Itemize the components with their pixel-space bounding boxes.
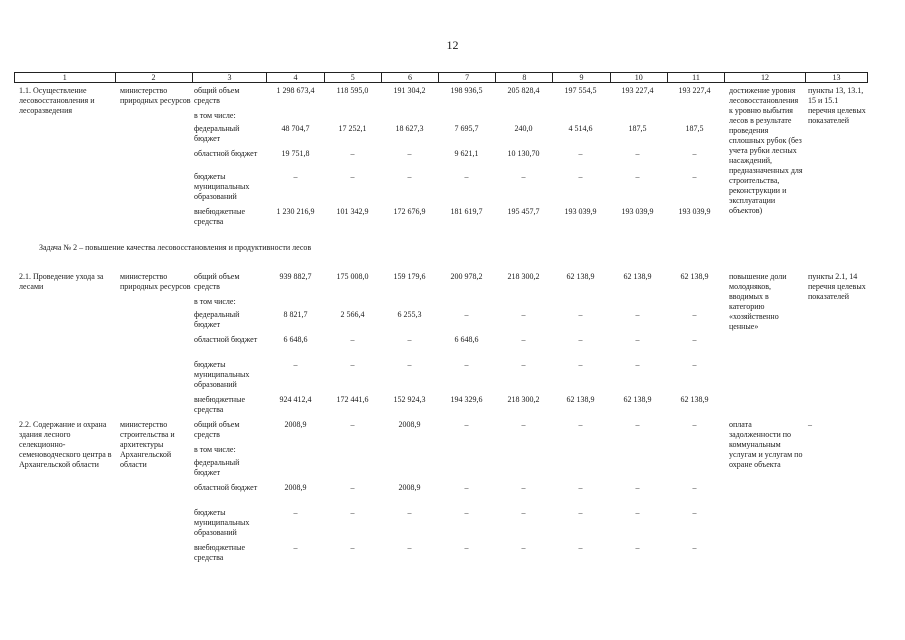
funding-value (381, 458, 438, 483)
funding-value: 62 138,9 (680, 272, 709, 281)
funding-value: 194 329,6 (450, 395, 483, 404)
column-header: 10 (611, 73, 668, 82)
funding-value: 4 514,6 (568, 124, 593, 133)
funding-value (609, 445, 666, 458)
funding-value: 172 676,9 (393, 207, 426, 216)
page-number: 12 (446, 38, 459, 52)
funding-value: – (464, 420, 469, 429)
funding-value: 62 138,9 (623, 272, 652, 281)
funding-value (324, 445, 381, 458)
funding-value: – (350, 483, 355, 492)
funding-value: 2008,9 (398, 483, 421, 492)
funding-value: 9 621,1 (454, 149, 479, 158)
funding-source-label: федеральный бюджет (194, 310, 240, 329)
funding-value: – (521, 360, 526, 369)
funding-value: – (635, 508, 640, 517)
funding-value: 6 255,3 (397, 310, 422, 319)
funding-value: 193 039,9 (678, 207, 711, 216)
funding-source-label: общий объем средств (194, 420, 240, 439)
column-header: 3 (193, 73, 268, 82)
funding-value: 8 821,7 (283, 310, 308, 319)
funding-value: – (578, 360, 583, 369)
funding-value (438, 111, 495, 124)
activity-block (14, 420, 868, 568)
funding-source-label: в том числе: (194, 111, 236, 120)
responsible-executor: министерство природных ресурсов (120, 272, 191, 291)
funding-value: – (692, 172, 697, 181)
funding-value: – (464, 310, 469, 319)
funding-value: 18 627,3 (395, 124, 424, 133)
table-row (192, 86, 723, 111)
funding-value (552, 297, 609, 310)
funding-value: – (350, 420, 355, 429)
funding-value: – (464, 508, 469, 517)
column-header: 5 (325, 73, 382, 82)
funding-source-label: внебюджетные средства (194, 543, 245, 562)
target-indicator-ref: пункты 13, 13.1, 15 и 15.1 перечня целевых показателей (808, 86, 866, 125)
funding-value (552, 445, 609, 458)
funding-value: 191 304,2 (393, 86, 426, 95)
funding-value: – (692, 360, 697, 369)
table-row (192, 124, 723, 149)
funding-value: 62 138,9 (680, 395, 709, 404)
funding-value (438, 458, 495, 483)
funding-value: 187,5 (685, 124, 704, 133)
funding-value: – (635, 149, 640, 158)
funding-value: – (521, 335, 526, 344)
funding-value: 240,0 (514, 124, 533, 133)
expected-result: оплата задолженности по коммунальным услугам и услугам по охране объекта (729, 420, 803, 469)
funding-value (609, 297, 666, 310)
table-row (192, 360, 723, 395)
funding-value: – (635, 172, 640, 181)
funding-value: – (407, 335, 412, 344)
funding-value: – (464, 543, 469, 552)
funding-value (495, 297, 552, 310)
funding-value: 62 138,9 (566, 395, 595, 404)
funding-value: – (464, 360, 469, 369)
funding-value: – (635, 310, 640, 319)
funding-value: – (692, 335, 697, 344)
funding-value: – (350, 508, 355, 517)
funding-source-label: бюджеты муниципальных образований (194, 172, 250, 201)
funding-value: – (635, 420, 640, 429)
funding-value (666, 458, 723, 483)
funding-value: – (407, 360, 412, 369)
funding-value: 62 138,9 (566, 272, 595, 281)
funding-rows (192, 272, 723, 420)
funding-value: 193 039,9 (621, 207, 654, 216)
funding-value: 2008,9 (398, 420, 421, 429)
funding-value (324, 297, 381, 310)
funding-source-label: в том числе: (194, 297, 236, 306)
funding-value: 6 648,6 (283, 335, 308, 344)
task-heading: Задача № 2 – повышение качества лесовосстановления и продуктивности лесов (39, 243, 312, 252)
funding-value: – (692, 310, 697, 319)
funding-value: – (692, 543, 697, 552)
funding-value: 19 751,8 (281, 149, 310, 158)
funding-value: – (407, 508, 412, 517)
funding-value: – (350, 335, 355, 344)
funding-value: 1 230 216,9 (276, 207, 315, 216)
funding-value (552, 458, 609, 483)
funding-value: 1 298 673,4 (276, 86, 315, 95)
funding-value: 2008,9 (284, 420, 307, 429)
funding-value (438, 297, 495, 310)
funding-value: 197 554,5 (564, 86, 597, 95)
funding-value (267, 445, 324, 458)
funding-value: – (293, 508, 298, 517)
funding-value: 195 457,7 (507, 207, 540, 216)
responsible-executor: министерство строительства и архитектуры Архангельской области (120, 420, 175, 469)
program-table (14, 72, 868, 568)
funding-value: 200 978,2 (450, 272, 483, 281)
column-header: 1 (15, 73, 116, 82)
funding-value: – (521, 483, 526, 492)
funding-source-label: федеральный бюджет (194, 458, 240, 477)
funding-source-label: федеральный бюджет (194, 124, 240, 143)
activity-title: 2.1. Проведение ухода за лесами (19, 272, 104, 291)
funding-value (324, 111, 381, 124)
funding-value: – (521, 172, 526, 181)
table-row (192, 458, 723, 483)
funding-value: – (407, 543, 412, 552)
funding-source-label: бюджеты муниципальных образований (194, 360, 250, 389)
target-indicator-ref: пункты 2.1, 14 перечня целевых показателей (808, 272, 866, 301)
activity-block (14, 86, 868, 232)
table-row (192, 395, 723, 420)
funding-value: 175 008,0 (336, 272, 369, 281)
funding-value: – (521, 420, 526, 429)
table-row (192, 272, 723, 297)
column-header: 6 (382, 73, 439, 82)
funding-value (267, 297, 324, 310)
funding-value: – (578, 543, 583, 552)
funding-value: – (578, 172, 583, 181)
target-indicator-ref: – (808, 420, 812, 429)
funding-value (495, 458, 552, 483)
funding-value: – (293, 543, 298, 552)
funding-value: – (635, 335, 640, 344)
table-row (192, 445, 723, 458)
funding-value: 172 441,6 (336, 395, 369, 404)
funding-value: 118 595,0 (336, 86, 369, 95)
funding-source-label: областной бюджет (194, 149, 258, 158)
funding-value: 193 227,4 (621, 86, 654, 95)
activity-block (14, 272, 868, 420)
funding-value: – (578, 420, 583, 429)
funding-value: – (293, 172, 298, 181)
funding-value (609, 458, 666, 483)
funding-value: 48 704,7 (281, 124, 310, 133)
table-row (192, 335, 723, 360)
table-row (192, 111, 723, 124)
funding-value: 187,5 (628, 124, 647, 133)
funding-value: 218 300,2 (507, 395, 540, 404)
funding-value: 198 936,5 (450, 86, 483, 95)
funding-value: 181 619,7 (450, 207, 483, 216)
table-row (192, 172, 723, 207)
funding-value: – (635, 543, 640, 552)
funding-value (666, 297, 723, 310)
funding-value: – (578, 483, 583, 492)
table-row (192, 420, 723, 445)
funding-value: 193 039,9 (564, 207, 597, 216)
funding-value (495, 445, 552, 458)
funding-value: – (350, 149, 355, 158)
funding-source-label: областной бюджет (194, 335, 258, 344)
funding-value (552, 111, 609, 124)
funding-source-label: общий объем средств (194, 272, 240, 291)
funding-value: 218 300,2 (507, 272, 540, 281)
funding-value: 101 342,9 (336, 207, 369, 216)
funding-source-label: в том числе: (194, 445, 236, 454)
funding-value (267, 458, 324, 483)
funding-value: 2008,9 (284, 483, 307, 492)
column-header: 11 (668, 73, 725, 82)
funding-source-label: общий объем средств (194, 86, 240, 105)
funding-value: – (635, 483, 640, 492)
funding-value: 924 412,4 (279, 395, 312, 404)
table-row (192, 149, 723, 172)
funding-value: – (521, 508, 526, 517)
column-header: 2 (116, 73, 193, 82)
funding-value: – (578, 310, 583, 319)
funding-value (324, 458, 381, 483)
funding-value: – (578, 149, 583, 158)
funding-value: 193 227,4 (678, 86, 711, 95)
funding-value: 10 130,70 (507, 149, 540, 158)
funding-value: 62 138,9 (623, 395, 652, 404)
funding-value (495, 111, 552, 124)
funding-value (381, 111, 438, 124)
funding-rows (192, 86, 723, 232)
funding-value: – (635, 360, 640, 369)
column-header: 7 (439, 73, 496, 82)
funding-value (609, 111, 666, 124)
table-row (192, 207, 723, 232)
column-header: 8 (496, 73, 553, 82)
table-row (192, 508, 723, 543)
funding-value (267, 111, 324, 124)
funding-value: 939 882,7 (279, 272, 312, 281)
column-header: 12 (725, 73, 806, 82)
funding-value: – (407, 172, 412, 181)
expected-result: повышение доли молодняков, вводимых в категорию «хозяйственно ценные» (729, 272, 787, 331)
funding-value: – (692, 420, 697, 429)
funding-value (381, 297, 438, 310)
funding-source-label: внебюджетные средства (194, 395, 245, 414)
funding-value: 7 695,7 (454, 124, 479, 133)
funding-value: – (350, 172, 355, 181)
funding-value: 205 828,4 (507, 86, 540, 95)
funding-value (666, 445, 723, 458)
funding-value (438, 445, 495, 458)
expected-result: достижение уровня лесовосстановления к уровню выбытия лесов в результате проведения сплошных рубок (без учета рубки лесных насаждений, предназначенных для строительства, реконструкции и эксплуатации объектов) (729, 86, 803, 215)
funding-value (666, 111, 723, 124)
funding-value: – (521, 310, 526, 319)
column-header: 4 (267, 73, 324, 82)
funding-rows (192, 420, 723, 568)
table-row (192, 310, 723, 335)
funding-value: – (350, 543, 355, 552)
table-row (192, 483, 723, 508)
column-header: 9 (553, 73, 610, 82)
funding-value: – (350, 360, 355, 369)
activity-title: 2.2. Содержание и охрана здания лесного селекционно-семеноводческого центра в Архангельской области (19, 420, 112, 469)
activity-title: 1.1. Осуществление лесовосстановления и лесоразведения (19, 86, 95, 115)
funding-value: 2 566,4 (340, 310, 365, 319)
funding-value: – (578, 508, 583, 517)
table-body (14, 86, 868, 568)
funding-value: – (692, 483, 697, 492)
funding-source-label: внебюджетные средства (194, 207, 245, 226)
funding-value: – (293, 360, 298, 369)
table-row (192, 297, 723, 310)
funding-value: – (464, 483, 469, 492)
funding-value: – (692, 508, 697, 517)
funding-value: 152 924,3 (393, 395, 426, 404)
funding-value: 17 252,1 (338, 124, 367, 133)
column-header-row (14, 72, 868, 83)
funding-value: 6 648,6 (454, 335, 479, 344)
funding-value (381, 445, 438, 458)
funding-value: – (578, 335, 583, 344)
funding-value: 159 179,6 (393, 272, 426, 281)
funding-source-label: областной бюджет (194, 483, 258, 492)
responsible-executor: министерство природных ресурсов (120, 86, 191, 105)
funding-value: – (464, 172, 469, 181)
table-row (192, 543, 723, 568)
funding-value: – (692, 149, 697, 158)
funding-value: – (521, 543, 526, 552)
funding-value: – (407, 149, 412, 158)
column-header: 13 (806, 73, 868, 82)
funding-source-label: бюджеты муниципальных образований (194, 508, 250, 537)
